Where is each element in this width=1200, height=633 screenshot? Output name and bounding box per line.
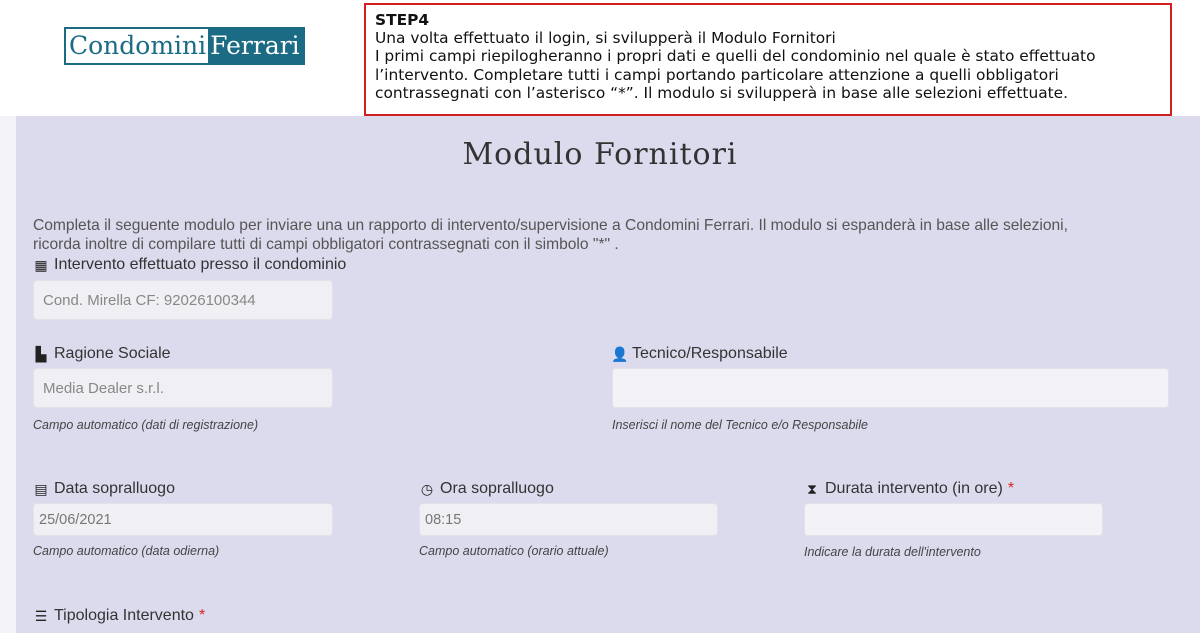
callout-line-2: I primi campi riepilogheranno i propri dati e quelli del condominio nel quale è stato effettuato <box>375 47 1096 66</box>
ora-sopralluogo-hint: Campo automatico (orario attuale) <box>419 544 609 558</box>
calendar-icon: ▤ <box>34 480 48 497</box>
page-header <box>0 0 1200 116</box>
durata-intervento-label-text: Durata intervento (in ore) <box>825 480 1003 497</box>
data-sopralluogo-hint: Campo automatico (data odierna) <box>33 544 220 558</box>
form-title: Modulo Fornitori <box>462 137 738 172</box>
logo-text-ferrari: Ferrari <box>208 29 303 63</box>
step-instruction-callout <box>364 3 1172 116</box>
condomini-ferrari-logo[interactable] <box>64 27 305 65</box>
callout-line-1: Una volta effettuato il login, si svilupperà il Modulo Fornitori <box>375 29 836 48</box>
data-sopralluogo-label-text: Data sopralluogo <box>54 480 175 497</box>
tipologia-intervento-label <box>33 607 205 625</box>
tecnico-label-text: Tecnico/Responsabile <box>632 345 788 362</box>
callout-line-4: contrassegnati con l’asterisco “*”. Il modulo si svilupperà in base alle selezioni effettuate. <box>375 83 1069 102</box>
ora-sopralluogo-label <box>419 480 554 498</box>
factory-icon: ▙ <box>35 345 47 362</box>
data-sopralluogo-label <box>33 480 175 498</box>
durata-intervento-hint: Indicare la durata dell'intervento <box>804 545 981 559</box>
list-icon: ☰ <box>34 607 48 624</box>
condominio-label <box>33 256 346 274</box>
condominio-label-text: Intervento effettuato presso il condominio <box>54 256 347 273</box>
form-intro <box>33 216 1183 254</box>
tecnico-label <box>611 345 788 363</box>
step-heading: STEP4 <box>375 11 430 29</box>
ora-sopralluogo-label-text: Ora sopralluogo <box>440 480 554 497</box>
intro-line-2: ricorda inoltre di compilare tutti di campi obbligatori contrassegnati con il simbolo "*" . <box>33 236 619 253</box>
building-icon: ▦ <box>34 256 48 273</box>
ragione-sociale-label <box>33 345 171 363</box>
user-icon: 👤 <box>611 345 629 362</box>
durata-intervento-label <box>804 480 1014 498</box>
durata-intervento-field[interactable] <box>804 503 1103 536</box>
hourglass-icon: ⧗ <box>807 480 817 497</box>
data-sopralluogo-field[interactable]: 25/06/2021 <box>33 503 333 536</box>
ora-sopralluogo-field[interactable]: 08:15 <box>419 503 718 536</box>
tipologia-intervento-label-text: Tipologia Intervento <box>54 607 194 624</box>
ragione-sociale-hint: Campo automatico (dati di registrazione) <box>33 418 259 432</box>
ragione-sociale-label-text: Ragione Sociale <box>54 345 171 362</box>
tecnico-field[interactable] <box>612 368 1169 408</box>
ragione-sociale-field[interactable]: Media Dealer s.r.l. <box>33 368 333 408</box>
intro-line-1: Completa il seguente modulo per inviare una un rapporto di intervento/supervisione a Condomini Ferrari. Il modulo si espanderà in base alle selezioni, <box>33 217 1068 234</box>
callout-line-3: l’intervento. Completare tutti i campi portando particolare attenzione a quelli obbligatori <box>375 65 1059 84</box>
logo-text-condomini: Condomini <box>66 29 208 63</box>
required-asterisk: * <box>198 607 206 624</box>
tecnico-hint: Inserisci il nome del Tecnico e/o Responsabile <box>612 418 868 432</box>
condominio-field[interactable]: Cond. Mirella CF: 92026100344 <box>33 280 333 320</box>
required-asterisk: * <box>1007 480 1015 497</box>
left-margin <box>0 116 16 633</box>
clock-icon: ◷ <box>420 480 434 497</box>
